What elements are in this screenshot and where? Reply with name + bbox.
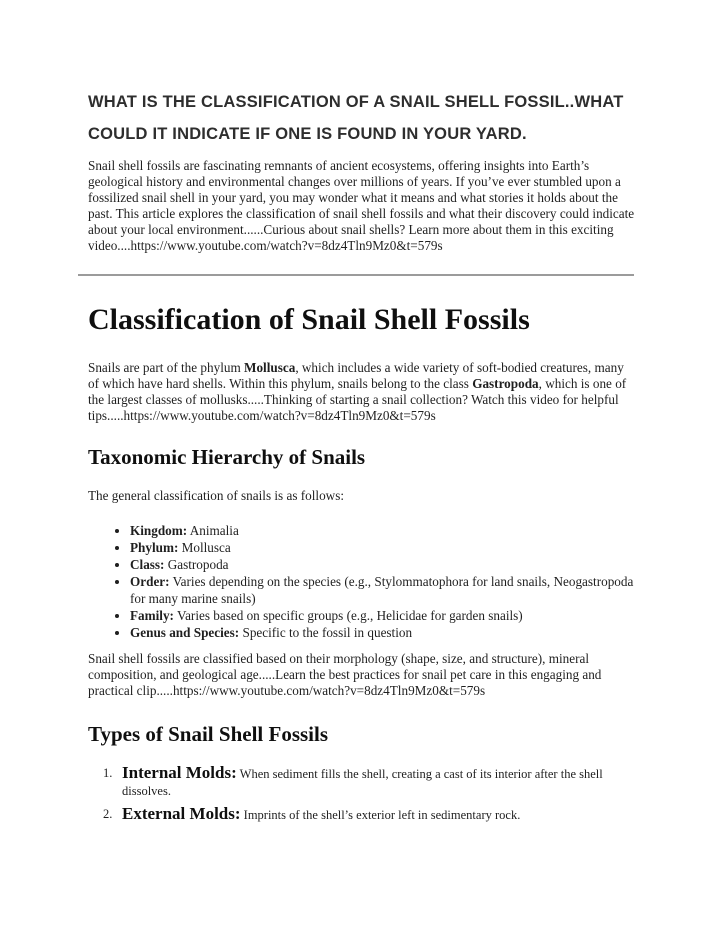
classification-paragraph: Snail shell fossils are classified based on their morphology (shape, size, and structure), mineral composition, and geological age.....Learn the best practices for snail pet care in this engaging and practical clip.....https://www.youtube.com/watch?v=8dz4Tln9Mz0&t=579s	[88, 651, 602, 698]
item-number: 1.	[103, 766, 113, 780]
types-item-external-molds	[103, 804, 636, 824]
taxonomy-item-phylum	[130, 539, 636, 556]
taxonomy-item-text: Varies depending on the species (e.g., Stylommatophora for land snails, Neogastropoda for many marine snails)	[130, 574, 634, 606]
section-divider	[78, 274, 634, 276]
taxonomy-item-label: Class:	[130, 557, 165, 572]
document-title-line-2: COULD IT INDICATE IF ONE IS FOUND IN YOUR YARD.	[88, 125, 527, 143]
taxonomy-item-class	[130, 556, 636, 573]
types-item-internal-molds	[103, 763, 636, 799]
taxonomy-item-text: Gastropoda	[164, 557, 229, 572]
item-text: Imprints of the shell’s exterior left in sedimentary rock.	[240, 808, 521, 822]
item-content	[122, 763, 636, 799]
taxonomy-item-label: Kingdom:	[130, 523, 188, 538]
taxonomy-item-order	[130, 573, 636, 607]
taxonomy-item-label: Phylum:	[130, 540, 179, 555]
taxonomy-item-text: Varies based on specific groups (e.g., Helicidae for garden snails)	[173, 608, 523, 623]
phylum-paragraph-part1: Snails are part of the phylum	[88, 360, 245, 375]
item-label: External Molds:	[122, 804, 241, 823]
phylum-bold-mollusca: Mollusca	[244, 360, 296, 375]
intro-paragraph: Snail shell fossils are fascinating remnants of ancient ecosystems, offering insights into Earth’s geological history and environmental changes over millions of years. If you’ve ever stumbled upon a fossilized snail shell in your yard, you may wonder what it means and what stories it holds about the past. This article explores the classification of snail shell fossils and what their discovery could indicate about your local environment......Curious about snail shells? Learn more about them in this exciting video....https://www.youtube.com/watch?v=8dz4Tln9Mz0&t=579s	[88, 158, 635, 253]
phylum-paragraph-part3: , which is one of the largest classes of mollusks.....Thinking of starting a snail collection? Watch this video for helpful tips.....https://www.youtube.com/watch?v=8dz4Tln9Mz0&t=579s	[88, 376, 627, 423]
taxonomy-item-kingdom	[130, 522, 636, 539]
types-heading: Types of Snail Shell Fossils	[88, 722, 329, 746]
taxonomy-item-label: Genus and Species:	[130, 625, 240, 640]
taxonomy-item-label: Order:	[130, 574, 170, 589]
taxonomy-item-text: Mollusca	[178, 540, 231, 555]
types-list	[88, 763, 636, 824]
taxonomy-item-family	[130, 607, 636, 624]
taxonomy-item-genus-species	[130, 624, 636, 641]
item-content	[122, 804, 636, 824]
document-title	[88, 86, 636, 150]
item-number: 2.	[103, 807, 113, 821]
phylum-bold-gastropoda: Gastropoda	[472, 376, 539, 391]
taxonomy-item-text: Specific to the fossil in question	[239, 625, 413, 640]
phylum-paragraph-part2: , which includes a wide variety of soft-bodied creatures, many of which have hard shells. Within this phylum, snails belong to the class	[88, 360, 624, 391]
taxonomy-heading: Taxonomic Hierarchy of Snails	[88, 445, 366, 469]
item-label: Internal Molds:	[122, 763, 237, 782]
taxonomy-lead: The general classification of snails is as follows:	[88, 488, 344, 503]
phylum-paragraph	[88, 360, 636, 424]
taxonomy-item-label: Family:	[130, 608, 174, 623]
main-heading: Classification of Snail Shell Fossils	[88, 303, 530, 336]
taxonomy-list	[88, 522, 636, 641]
item-text: When sediment fills the shell, creating a cast of its interior after the shell dissolves.	[122, 767, 603, 798]
document-title-line-1: WHAT IS THE CLASSIFICATION OF A SNAIL SHELL FOSSIL..WHAT	[88, 93, 624, 111]
taxonomy-item-text: Animalia	[187, 523, 239, 538]
